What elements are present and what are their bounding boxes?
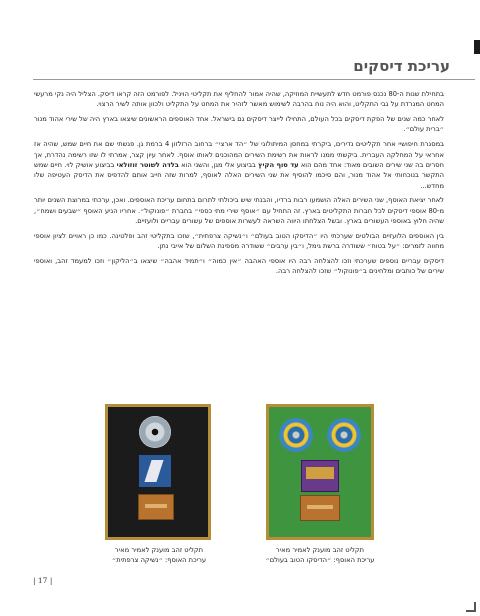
paragraph-4: לאחר יציאת האוסף, שני השירים האלה הושמעו רבות ברדיו, והבנתי שיש ביכולתי לתרום בתחום עריכת האוספים. ואכן, ערכתי במרוצת השנים יותר מ-80 אוספי דיסקים לכל חברות התקליטים בארץ. זה התחיל עם ״אוסף שירי מתי כספי״ בחברת ״פונוקול״. אחריו הגיע האוסף ״שבעים ושמח״, שהיה חלוץ באוספי העשורים בארץ. ובשל הצלחתו היווה השראה לעשרות אוספים של עשורים עבריים ולועזיים. xyxy=(34,196,444,226)
bold-song-title-1: עד סוף הקיץ xyxy=(258,160,299,169)
article-body xyxy=(34,89,444,281)
bold-song-title-2: בלדה לשוטר זוזולאי xyxy=(116,160,179,169)
award-plaque xyxy=(300,495,340,521)
page-title: עריכת דיסקים xyxy=(353,57,450,75)
award-plaque xyxy=(138,494,174,520)
caption-left-line1: תקליט זהב מוענק לאמיר מאיר xyxy=(114,546,204,554)
page-corner-mark xyxy=(466,602,476,612)
frame-left-background xyxy=(108,407,208,537)
header-divider xyxy=(33,79,475,80)
cd-disc-image xyxy=(139,416,171,448)
caption-left xyxy=(100,546,218,565)
gold-record-frame-left xyxy=(105,404,211,540)
paragraph-5: בין האוספים הלועזיים הבולטים שערכתי היו ״הדיסקו הטוב בעולם״ ו״נשיקה צרפתית״, שזכו בתקליטי זהב ופלטינה. כמו כן ראויים לציון אוספי מחווה לזמרים: ״על בטוח״ ששודרה ברשת גימל, ו״בין ערבים״ ששודרה מספינת השלום של אייבי נתן. xyxy=(34,231,444,251)
page-edge-tab-marker xyxy=(474,40,480,54)
cd-disc-image-1 xyxy=(279,418,313,452)
page-number: | 17 | xyxy=(33,576,53,585)
gold-record-frame-right xyxy=(266,404,374,540)
paragraph-1: בתחילת שנות ה-80 נכנס פורמט חדש לתעשיית המוזיקה, שהיה אמור להחליף את תקליטי הויניל. לפורמט הזה קראו דיסק. הצליל היה נקי מרעשי המחט המגרדת על גבי התקליט, והוא היה נוח בהרבה לשימוש מאשר לזהיר את המחט על התקליט ולכוון אותה לשיר הרצוי. xyxy=(34,90,444,109)
caption-right-line2: עריכת האוסף: ״הדיסקו הטוב בעולם״ xyxy=(265,555,375,564)
paragraph-2: לאחר כמה שנים של הפקת דיסקים בכל העולם, התחילו לייצר דיסקים גם בישראל. אחד האוספים הראשונים שיצאו בארץ היה של שירי אהוד מנור ״ברית עולם״. xyxy=(34,115,444,134)
cd-cover-image xyxy=(139,455,171,487)
frame-right-background xyxy=(269,407,371,537)
cd-disc-image-2 xyxy=(327,418,361,452)
cd-cover-image xyxy=(301,460,339,492)
paragraph-3: במסגרת חיפושיי אחר תקליטים נדירים, ביקרתי במחסן המיתולוגי של ״הד ארצי״ ברחוב הרזלזון 4 ברמת גן. פגשתי שם את חיים שמש, שהיה אז אחראי על המחלקה העברית. ביקשתי ממנו לראות את רשימת השירים המהוכנים לאותו אוסף. לאחר עיון קצר, אמרתי לו שזו רשימה נהדרת, אך חסרים בה שני שירים השובים מאוד: אחד מהם הוא עד סוף הקיץ בביצוע אלי מגן, והשני הוא בלדה לשוטר זוזולאי בביצוע אושיק לוי. חיים שמש התקשר בנוכחותי אל אהוד מנור, והם סיכמו להוסיף את שני השירים האלה לאוסף, למרות שזה חייב אותם להדפיס את הדיסק העטיפה שלו מחדש... xyxy=(34,140,444,190)
paragraph-6: דיסקים עבריים נוספים שערכתי וזכו להצלחה רבה היו אוספי האהבה ״אין כמוה״ ו״תמיד אהבה״ שיצאו ב״הליקון״ וזכו למעמד זהב, ואוספי שירים של כותבים ומלחינים ב״פונוקול״ שזכו להצלחה רבה. xyxy=(34,257,444,276)
caption-right-line1: תקליט זהב מוענק לאמיר מאיר xyxy=(275,546,365,554)
caption-right xyxy=(260,546,380,565)
caption-left-line2: עריכת האוסף: ״נשיקה צרפתית״ xyxy=(111,555,207,564)
